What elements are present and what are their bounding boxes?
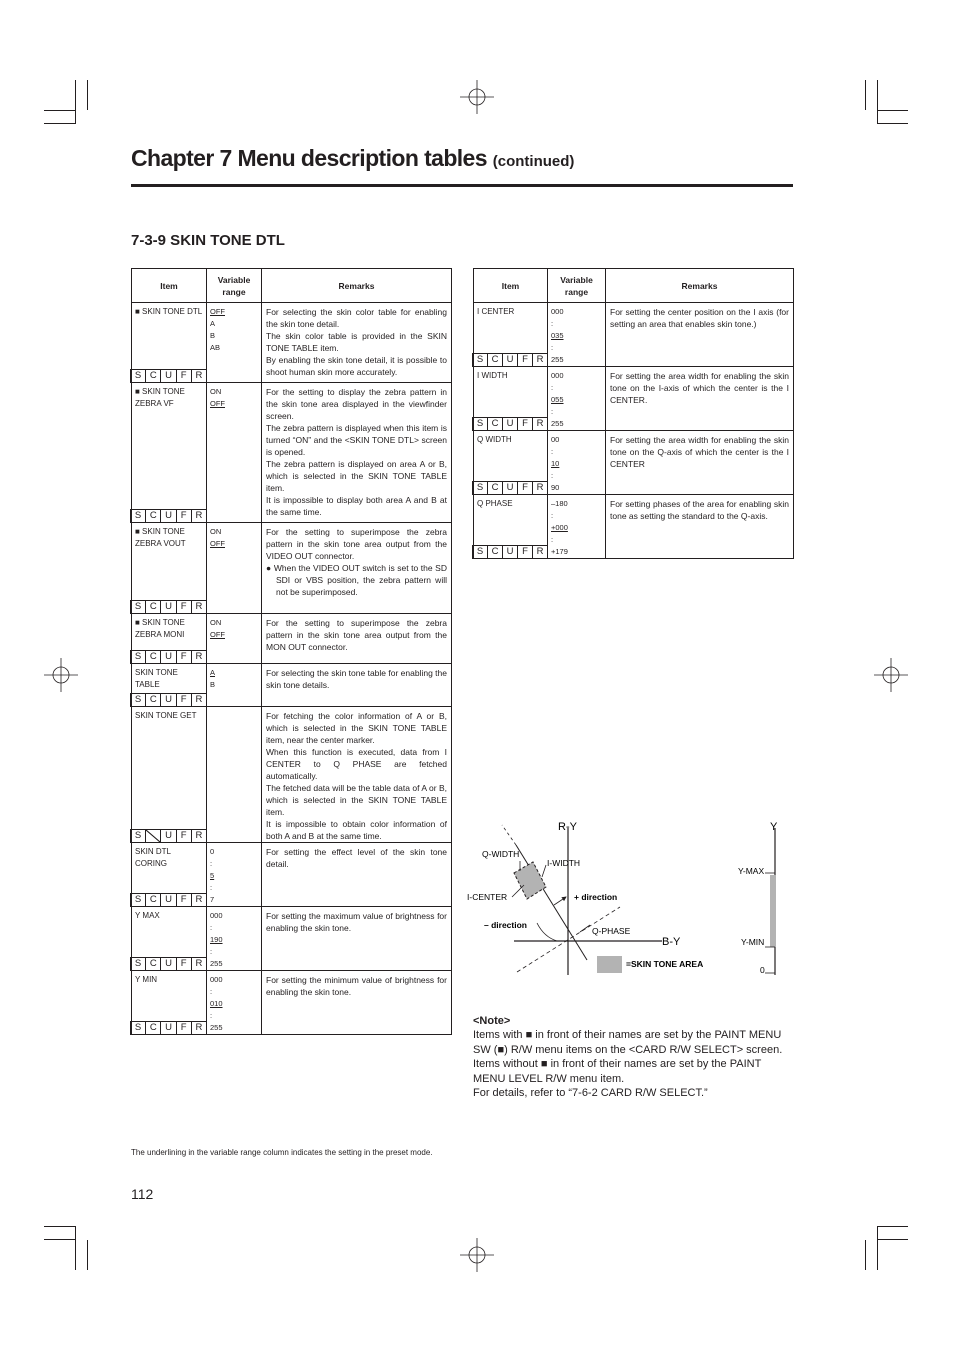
scufr-flags <box>131 957 207 971</box>
scufr-flag: C <box>145 1021 161 1035</box>
scufr-flag: F <box>176 650 192 664</box>
i-center-leader <box>512 885 524 897</box>
remark-text: The skin color table is provided in the SKIN TONE TABLE item. <box>266 331 447 353</box>
crop-mark <box>44 1226 75 1227</box>
remark-text: For setting the area width for enabling the skin tone on the I-axis of which the center is the I CENTER. <box>610 371 789 405</box>
chapter-title: Chapter 7 Menu description tables (continued) <box>131 145 575 171</box>
footnote: The underlining in the variable range column indicates the setting in the preset mode. <box>131 1148 433 1157</box>
item-name: ■ SKIN TONE <box>135 387 185 396</box>
scufr-flag: S <box>130 893 146 907</box>
left-menu-table <box>131 268 452 1035</box>
scufr-flag: U <box>160 1021 176 1035</box>
scufr-flag: U <box>160 893 176 907</box>
crop-mark <box>877 110 908 111</box>
table-row <box>132 664 452 707</box>
legend-swatch <box>597 956 622 973</box>
range-value: 000 <box>210 975 223 984</box>
remark-text: It is impossible to display both area A and B at the same time. <box>266 495 447 517</box>
y-max-label: Y-MAX <box>738 866 765 876</box>
scufr-flags <box>131 600 207 614</box>
table-row <box>132 523 452 614</box>
item-name: ■ SKIN TONE DTL <box>135 307 203 316</box>
range-value: OFF <box>210 630 225 639</box>
note-paragraph: For details, refer to “7-6-2 CARD R/W SELECT.” <box>473 1087 708 1100</box>
range-value: OFF <box>210 399 225 408</box>
crop-mark <box>877 1239 908 1240</box>
item-cell <box>132 971 207 1035</box>
remarks-cell <box>262 971 452 1035</box>
item-cell <box>474 431 548 495</box>
crop-mark <box>75 1226 76 1270</box>
remarks-cell <box>262 383 452 523</box>
item-name: ■ SKIN TONE <box>135 618 185 627</box>
scufr-flag: F <box>176 957 192 971</box>
crop-mark <box>87 80 88 110</box>
crop-mark <box>877 1226 908 1227</box>
remark-bullet-text: When the VIDEO OUT switch is set to the SD SDI or VBS position, the zebra pattern will not be superimposed. <box>273 563 447 597</box>
scufr-flag: F <box>517 481 533 495</box>
table-row <box>132 383 452 523</box>
scufr-flag: S <box>130 600 146 614</box>
remark-text: When this function is executed, data from I CENTER to Q PHASE are fetched automatically. <box>266 747 447 781</box>
range-value: 010 <box>210 999 223 1008</box>
remark-text: For the setting to superimpose the zebra pattern in the skin tone area output from the VIDEO OUT connector. <box>266 527 447 561</box>
scufr-flag: R <box>191 369 207 383</box>
scufr-flag: R <box>191 509 207 523</box>
scufr-flag: R <box>191 693 207 707</box>
scufr-flag: S <box>130 957 146 971</box>
scufr-flag: C <box>487 481 503 495</box>
scufr-flag: R <box>191 893 207 907</box>
scufr-flags <box>131 693 207 707</box>
item-cell <box>474 495 548 559</box>
scufr-flag: R <box>532 545 548 559</box>
scufr-flag: U <box>502 481 518 495</box>
scufr-flag: R <box>191 829 207 843</box>
scufr-flag: F <box>176 693 192 707</box>
remarks-cell <box>262 614 452 664</box>
remark-text: For the setting to superimpose the zebra pattern in the skin tone area output from the MON OUT connector. <box>266 618 447 652</box>
page-number: 112 <box>131 1186 154 1202</box>
minus-direction-label: – direction <box>484 920 527 930</box>
scufr-flag: C <box>487 417 503 431</box>
range-value: +179 <box>551 547 568 556</box>
range-value: A <box>210 319 216 328</box>
scufr-flag: U <box>160 829 176 843</box>
scufr-flag: F <box>176 1021 192 1035</box>
range-value: : <box>551 407 554 416</box>
note-heading: <Note> <box>473 1015 511 1027</box>
remarks-cell <box>262 664 452 707</box>
remarks-cell <box>262 907 452 971</box>
scufr-flag: C <box>145 600 161 614</box>
scufr-flags <box>131 509 207 523</box>
range-value: 035 <box>551 331 564 340</box>
header-item: Item <box>474 269 548 303</box>
scufr-flag: F <box>176 369 192 383</box>
scufr-flag: S <box>472 417 488 431</box>
range-value: : <box>551 471 554 480</box>
scufr-flag: C <box>145 693 161 707</box>
range-value: 255 <box>210 1023 223 1032</box>
remarks-cell <box>262 707 452 843</box>
range-cell <box>548 367 606 431</box>
range-value: 7 <box>210 895 215 904</box>
scufr-flag: C <box>487 353 503 367</box>
plus-direction-arrow <box>554 897 566 905</box>
item-cell <box>474 367 548 431</box>
scufr-flags <box>473 481 548 495</box>
item-cell <box>132 907 207 971</box>
item-name: ZEBRA MONI <box>135 630 185 639</box>
range-cell <box>548 431 606 495</box>
b-y-label: B-Y <box>662 936 681 948</box>
scufr-flag: R <box>191 957 207 971</box>
remark-text: For setting the effect level of the skin tone detail. <box>266 847 447 869</box>
remark-text: For the setting to display the zebra pattern in the skin tone area displayed in the viewfinder screen. <box>266 387 447 421</box>
crop-mark <box>877 123 908 124</box>
scufr-flag: R <box>191 600 207 614</box>
scufr-flag: C <box>145 957 161 971</box>
range-value: : <box>551 319 554 328</box>
scufr-flag: U <box>502 545 518 559</box>
scufr-flag: C <box>145 893 161 907</box>
table-row <box>474 303 794 367</box>
item-cell <box>474 303 548 367</box>
range-value: –180 <box>551 499 568 508</box>
scufr-flag: U <box>160 509 176 523</box>
scufr-flag: F <box>517 417 533 431</box>
range-value: : <box>210 1011 213 1020</box>
scufr-flag: S <box>130 369 146 383</box>
range-value: OFF <box>210 307 225 316</box>
range-value: 10 <box>551 459 560 468</box>
range-value: : <box>551 383 554 392</box>
scufr-flags <box>131 369 207 383</box>
range-value: : <box>551 535 554 544</box>
y-label: Y <box>770 821 778 833</box>
range-cell <box>207 303 262 383</box>
scufr-flag: C <box>145 650 161 664</box>
range-value: 90 <box>551 483 560 492</box>
crop-mark <box>44 1239 75 1240</box>
title-rule <box>131 184 793 187</box>
range-value: : <box>551 511 554 520</box>
remarks-cell <box>606 367 794 431</box>
scufr-flag: F <box>176 893 192 907</box>
range-value: OFF <box>210 539 225 548</box>
range-value: : <box>210 987 213 996</box>
range-cell <box>548 495 606 559</box>
remark-text: The fetched data will be the table data of A or B, which is selected in the SKIN TONE TABLE item. <box>266 783 447 817</box>
item-cell <box>132 303 207 383</box>
scufr-flag: F <box>176 600 192 614</box>
scufr-flag: S <box>472 353 488 367</box>
range-value: B <box>210 680 216 689</box>
range-cell <box>207 707 262 843</box>
remark-text: For setting the minimum value of brightness for enabling the skin tone. <box>266 975 447 997</box>
crop-mark <box>865 80 866 110</box>
header-range: Variable range <box>548 269 606 303</box>
bullet-dot-icon: ● <box>266 563 274 573</box>
q-width-label: Q-WIDTH <box>482 849 520 859</box>
scufr-flags <box>131 650 207 664</box>
remark-text: For selecting the skin tone table for enabling the skin tone details. <box>266 668 447 690</box>
remarks-cell <box>262 843 452 907</box>
range-value: 255 <box>551 419 564 428</box>
scufr-flag: F <box>176 829 192 843</box>
section-title: 7-3-9 SKIN TONE DTL <box>131 232 285 249</box>
header-range: Variable range <box>207 269 262 303</box>
range-value: +000 <box>551 523 568 532</box>
scufr-flag-disabled <box>145 829 161 843</box>
remark-text: The zebra pattern is displayed when this item is turned “ON” and the <SKIN TONE DTL> screen is opened. <box>266 423 447 457</box>
range-cell <box>207 383 262 523</box>
plus-direction-label: + direction <box>574 892 618 902</box>
item-name: Y MAX <box>135 911 160 920</box>
range-cell <box>207 843 262 907</box>
range-value: 000 <box>210 911 223 920</box>
range-cell <box>207 614 262 664</box>
table-row <box>132 614 452 664</box>
item-name: I WIDTH <box>477 371 508 380</box>
range-value: : <box>551 343 554 352</box>
item-name: SKIN TONE GET <box>135 711 197 720</box>
item-cell <box>132 664 207 707</box>
range-value: : <box>210 859 213 868</box>
q-phase-label: Q-PHASE <box>592 926 631 936</box>
registration-mark <box>44 658 78 692</box>
scufr-flag: U <box>160 650 176 664</box>
scufr-flag: R <box>532 353 548 367</box>
range-cell <box>548 303 606 367</box>
range-cell <box>207 664 262 707</box>
right-menu-table <box>473 268 794 559</box>
range-value: : <box>551 447 554 456</box>
scufr-flag: F <box>517 353 533 367</box>
remark-text: For selecting the skin color table for enabling the skin tone detail. <box>266 307 447 329</box>
remark-text: For setting the maximum value of brightness for enabling the skin tone. <box>266 911 447 933</box>
scufr-flag: S <box>130 693 146 707</box>
scufr-flag: C <box>145 509 161 523</box>
range-value: 5 <box>210 871 215 880</box>
range-value: 255 <box>551 355 564 364</box>
table-row <box>132 843 452 907</box>
range-value: ON <box>210 387 222 396</box>
range-value: 190 <box>210 935 223 944</box>
scufr-flags <box>473 353 548 367</box>
range-value: 255 <box>210 959 223 968</box>
scufr-flags <box>131 1021 207 1035</box>
range-value: A <box>210 668 216 677</box>
range-cell <box>207 971 262 1035</box>
item-name: SKIN DTL CORING <box>135 847 171 868</box>
scufr-flag: U <box>160 369 176 383</box>
range-value: AB <box>210 343 221 352</box>
remark-text: By enabling the skin tone detail, it is possible to shoot human skin more accurately. <box>266 355 447 377</box>
header-item: Item <box>132 269 207 303</box>
range-cell <box>207 523 262 614</box>
y-min-label: Y-MIN <box>741 937 765 947</box>
skin-tone-area-diagram <box>462 815 792 980</box>
range-value: 000 <box>551 371 564 380</box>
remarks-cell <box>606 431 794 495</box>
q-phase-leader <box>580 925 590 932</box>
range-value: : <box>210 947 213 956</box>
i-axis-dashed <box>502 825 516 845</box>
crop-mark <box>877 80 878 124</box>
registration-mark <box>460 1238 494 1272</box>
note-paragraph: Items with ■ in front of their names are set by the PAINT MENU SW (■) R/W menu items on the <CARD R/W SELECT> screen. <box>473 1029 783 1056</box>
range-value: : <box>210 883 213 892</box>
header-remarks: Remarks <box>262 269 452 303</box>
scufr-flags <box>131 893 207 907</box>
remark-text: For setting phases of the area for enabling skin tone as setting the standard to the Q-axis. <box>610 499 789 521</box>
crop-mark <box>75 80 76 124</box>
remarks-cell <box>262 303 452 383</box>
range-value: ON <box>210 618 222 627</box>
remarks-cell <box>606 303 794 367</box>
item-name: ■ SKIN TONE <box>135 527 185 536</box>
item-cell <box>132 523 207 614</box>
scufr-flag: R <box>532 417 548 431</box>
item-name: Q WIDTH <box>477 435 512 444</box>
y-zero-label: 0 <box>760 965 765 975</box>
scufr-flag: U <box>160 957 176 971</box>
item-cell <box>132 614 207 664</box>
crop-mark <box>877 1226 878 1270</box>
scufr-flag: R <box>191 650 207 664</box>
skin-tone-area <box>514 862 546 899</box>
table-row <box>474 367 794 431</box>
scufr-flag: U <box>160 693 176 707</box>
item-name: Q PHASE <box>477 499 513 508</box>
scufr-flag: R <box>191 1021 207 1035</box>
scufr-flag: S <box>472 481 488 495</box>
table-row <box>132 907 452 971</box>
scufr-flags <box>473 417 548 431</box>
item-cell <box>132 383 207 523</box>
item-cell <box>132 843 207 907</box>
table-row <box>474 431 794 495</box>
i-width-label: I-WIDTH <box>547 858 581 868</box>
item-name: I CENTER <box>477 307 515 316</box>
range-value: : <box>210 923 213 932</box>
crop-mark <box>87 1240 88 1270</box>
crop-mark <box>865 1240 866 1270</box>
legend-label: =SKIN TONE AREA <box>626 959 704 969</box>
crop-mark <box>44 110 75 111</box>
range-value: 000 <box>551 307 564 316</box>
header-remarks: Remarks <box>606 269 794 303</box>
range-value: 0 <box>210 847 215 856</box>
remarks-cell <box>606 495 794 559</box>
r-y-label: R-Y <box>558 821 577 833</box>
note-paragraph: Items without ■ in front of their names are set by the PAINT MENU LEVEL R/W menu item. <box>473 1058 762 1085</box>
remark-text: For setting the area width for enabling the skin tone on the Q-axis of which the center is the I CENTER <box>610 435 789 469</box>
range-value: 055 <box>551 395 564 404</box>
table-row <box>132 707 452 843</box>
scufr-flag: S <box>130 650 146 664</box>
scufr-flags <box>131 829 207 843</box>
item-name: ZEBRA VF <box>135 399 174 408</box>
range-cell <box>207 907 262 971</box>
remarks-cell <box>262 523 452 614</box>
note <box>473 1014 793 1100</box>
item-cell <box>132 707 207 843</box>
registration-mark <box>874 658 908 692</box>
scufr-flag: S <box>472 545 488 559</box>
scufr-flag: S <box>130 829 146 843</box>
crop-mark <box>44 123 75 124</box>
scufr-flag: C <box>487 545 503 559</box>
table-row <box>132 303 452 383</box>
scufr-flag: R <box>532 481 548 495</box>
remark-text: For fetching the color information of A or B, which is selected in the SKIN TONE TABLE item, near the center marker. <box>266 711 447 745</box>
table-row <box>474 495 794 559</box>
y-range-bar <box>770 875 776 947</box>
i-center-label: I-CENTER <box>467 892 508 902</box>
range-value: B <box>210 331 216 340</box>
scufr-flag: C <box>145 369 161 383</box>
scufr-flag: U <box>502 353 518 367</box>
item-name: ZEBRA VOUT <box>135 539 186 548</box>
registration-mark <box>460 80 494 114</box>
item-name: Y MIN <box>135 975 158 984</box>
remark-text: The zebra pattern is displayed on area A or B, which is selected in the SKIN TONE TABLE item. <box>266 459 447 493</box>
scufr-flag: S <box>130 1021 146 1035</box>
scufr-flag: U <box>502 417 518 431</box>
range-value: ON <box>210 527 222 536</box>
item-name: SKIN TONE TABLE <box>135 668 178 689</box>
phase-arc <box>537 923 557 941</box>
remark-text: For setting the center position on the I axis (for setting an area that enables skin tone.) <box>610 307 789 329</box>
table-row <box>132 971 452 1035</box>
scufr-flag: S <box>130 509 146 523</box>
scufr-flags <box>473 545 548 559</box>
range-value: 00 <box>551 435 560 444</box>
remark-text: It is impossible to obtain color information of both A and B at the same time. <box>266 819 447 841</box>
scufr-flag: U <box>160 600 176 614</box>
scufr-flag: F <box>176 509 192 523</box>
remark-bullet <box>266 562 447 598</box>
i-width-leader <box>542 865 546 877</box>
scufr-flag: F <box>517 545 533 559</box>
